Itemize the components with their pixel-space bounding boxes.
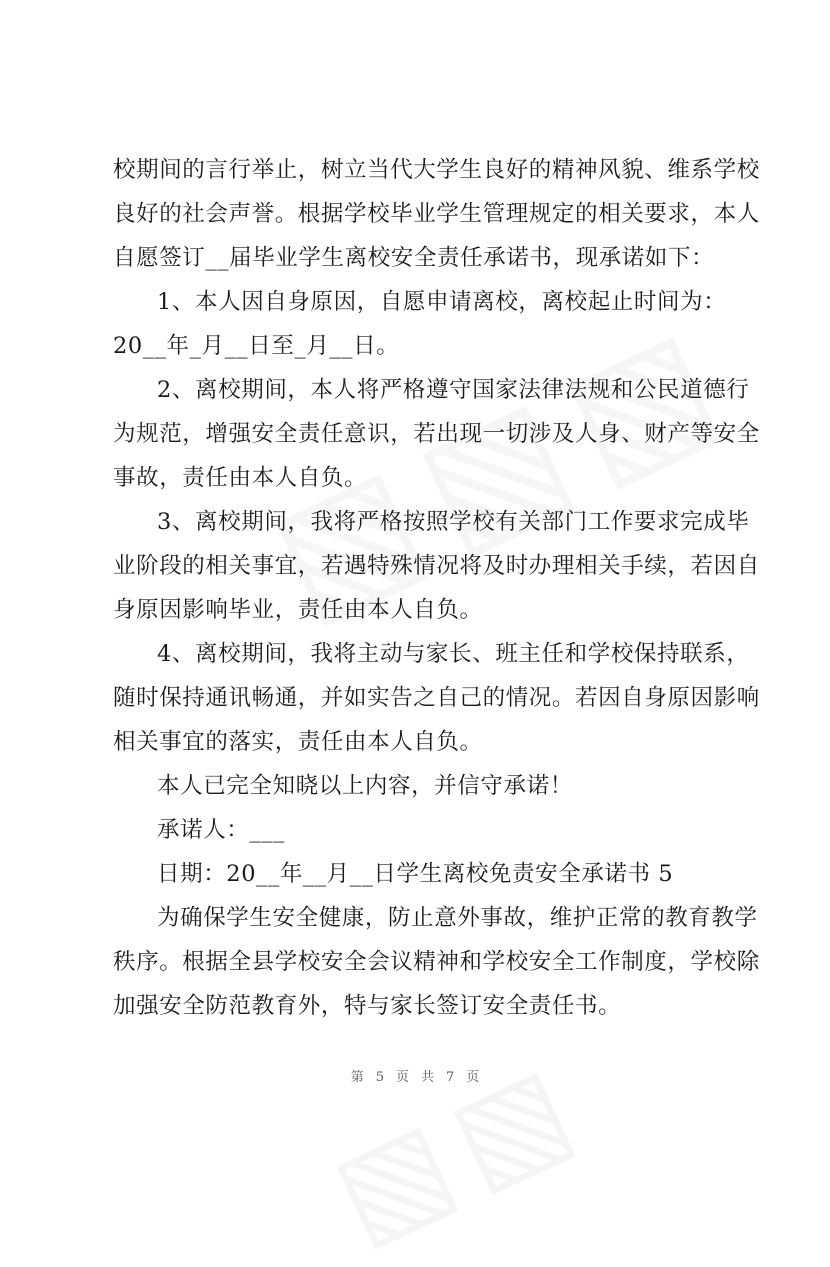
item-4-start: 4、离校期间，我将主动与家长、班主任和学校保持联系，	[157, 641, 750, 667]
footer-page-unit: 页	[395, 1070, 409, 1085]
text-line: 相关事宜的落实，责任由本人自负。	[113, 729, 483, 755]
footer-total-label: 共	[421, 1070, 435, 1085]
text-line: 20__年_月__日至_月__日。	[113, 333, 400, 359]
text-line: 业阶段的相关事宜，若遇特殊情况将及时办理相关手续，若因自	[113, 553, 760, 579]
item-1-start: 1、本人因自身原因，自愿申请离校，离校起止时间为：	[157, 289, 727, 315]
footer-page-label: 第	[350, 1070, 364, 1085]
date-line: 日期：20__年__月__日学生离校免责安全承诺书 5	[157, 861, 674, 887]
text-line: 为规范，增强安全责任意识，若出现一切涉及人身、财产等安全	[113, 421, 760, 447]
item-3-start: 3、离校期间，我将严格按照学校有关部门工作要求完成毕	[157, 509, 750, 535]
text-line: 身原因影响毕业，责任由本人自负。	[113, 597, 483, 623]
footer-total-unit: 页	[466, 1070, 480, 1085]
text-line: 事故，责任由本人自负。	[113, 465, 368, 491]
text-line: 自愿签订__届毕业学生离校安全责任承诺书，现承诺如下：	[113, 245, 715, 271]
acknowledgement: 本人已完全知晓以上内容，并信守承诺！	[157, 773, 573, 799]
next-paragraph-start: 为确保学生安全健康，防止意外事故，维护正常的教育教学	[157, 905, 758, 931]
item-2-start: 2、离校期间，本人将严格遵守国家法律法规和公民道德行	[157, 377, 750, 403]
text-line: 校期间的言行举止，树立当代大学生良好的精神风貌、维系学校	[113, 157, 760, 183]
text-line: 随时保持通讯畅通，并如实告之自己的情况。若因自身原因影响	[113, 685, 760, 711]
document-body	[113, 148, 760, 1028]
page-footer	[0, 1066, 830, 1085]
text-line: 加强安全防范教育外，特与家长签订安全责任书。	[113, 993, 622, 1019]
text-line: 良好的社会声誉。根据学校毕业学生管理规定的相关要求，本人	[113, 201, 760, 227]
total-pages-number: 7	[446, 1070, 455, 1085]
text-line: 秩序。根据全县学校安全会议精神和学校安全工作制度，学校除	[113, 949, 760, 975]
current-page-number: 5	[375, 1070, 384, 1085]
signatory-line: 承诺人：___	[157, 817, 285, 843]
